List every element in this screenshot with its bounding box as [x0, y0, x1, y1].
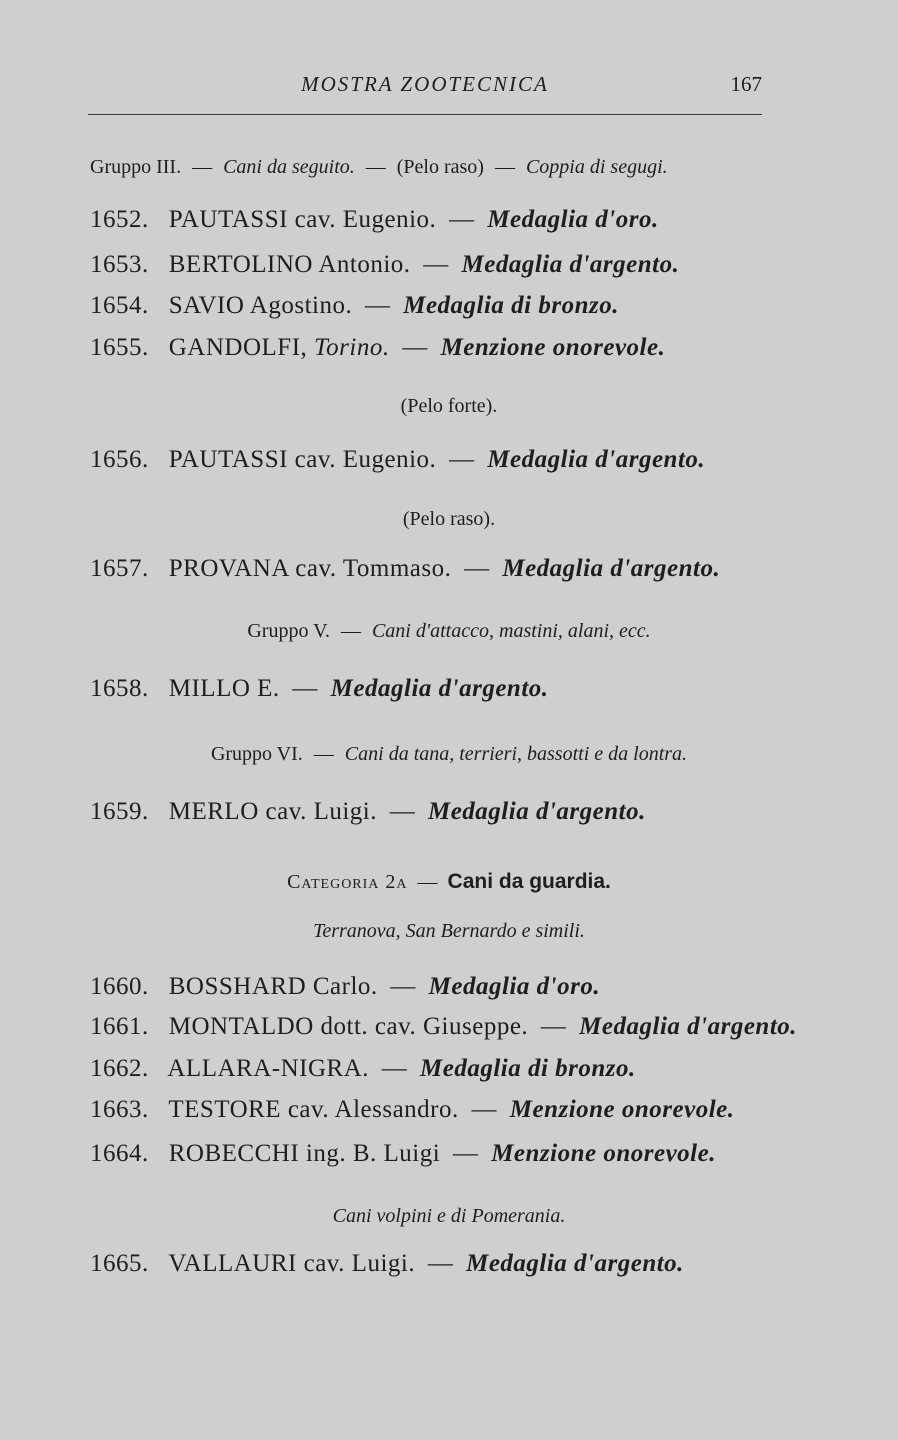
entry-row: 1665. VALLAURI cav. Luigi. — Medaglia d'argento. [90, 1250, 684, 1277]
entry-number: 1653. [90, 251, 149, 278]
entry-row: 1660. BOSSHARD Carlo. — Medaglia d'oro. [90, 973, 601, 1000]
entry-award: Medaglia d'argento. [427, 798, 646, 825]
group-v-heading: Gruppo V. — Cani d'attacco, mastini, alani, ecc. [247, 620, 651, 642]
running-header [88, 70, 762, 115]
entry-row: 1664. ROBECCHI ing. B. Luigi — Menzione onorevole. [90, 1140, 716, 1167]
entry-name: BOSSHARD Carlo. [168, 973, 378, 1000]
entry-award: Medaglia d'argento. [466, 1250, 684, 1277]
entry-row: 1652. PAUTASSI cav. Eugenio. — Medaglia d'oro. [90, 206, 659, 233]
entry-name: VALLAURI cav. Luigi. [168, 1250, 416, 1277]
entry-name: MERLO cav. Luigi. [168, 798, 377, 825]
entry-award: Medaglia d'argento. [579, 1013, 798, 1040]
entry-award: Medaglia di bronzo. [420, 1055, 636, 1082]
entry-row: 1663. TESTORE cav. Alessandro. — Menzione onorevole. [90, 1096, 735, 1123]
entry-number: 1654. [90, 292, 149, 319]
entry-name: PROVANA cav. Tommaso. [168, 555, 452, 582]
entry-row: 1657. PROVANA cav. Tommaso. — Medaglia d'argento. [90, 555, 721, 582]
entry-name: GANDOLFI, [168, 334, 308, 361]
subheading-terranova: Terranova, San Bernardo e simili. [313, 920, 585, 942]
entry-name: TESTORE cav. Alessandro. [168, 1096, 459, 1123]
entry-award: Menzione onorevole. [491, 1140, 716, 1167]
entry-number: 1659. [90, 798, 149, 825]
subheading-pelo-forte: (Pelo forte). [400, 395, 498, 417]
group-description: Cani d'attacco, mastini, alani, ecc. [371, 620, 651, 642]
entry-number: 1664. [90, 1140, 149, 1167]
entry-name: PAUTASSI cav. Eugenio. [168, 206, 437, 233]
entry-row: 1656. PAUTASSI cav. Eugenio. — Medaglia d'argento. [90, 446, 706, 473]
group-label: Gruppo VI. [210, 743, 303, 765]
entry-name: PAUTASSI cav. Eugenio. [168, 446, 437, 473]
entry-number: 1658. [90, 675, 149, 702]
coat-type: (Pelo raso) [396, 156, 484, 178]
running-title: MOSTRA ZOOTECNICA [301, 72, 549, 96]
entry-name: ALLARA-NIGRA. [167, 1055, 369, 1082]
entry-place: Torino. [314, 334, 390, 361]
entry-award: Medaglia d'argento. [330, 675, 549, 702]
entry-award: Menzione onorevole. [509, 1096, 735, 1123]
subheading-volpini: Cani volpini e di Pomerania. [332, 1205, 566, 1227]
entry-row: 1655. GANDOLFI, Torino. — Menzione onorevole. [90, 334, 666, 361]
entry-number: 1665. [90, 1250, 149, 1277]
entry-number: 1662. [90, 1055, 149, 1082]
entry-award: Medaglia d'oro. [428, 973, 601, 1000]
entry-number: 1660. [90, 973, 149, 1000]
entry-number: 1657. [90, 555, 149, 582]
entry-award: Medaglia d'argento. [502, 555, 721, 582]
entry-row: 1653. BERTOLINO Antonio. — Medaglia d'argento. [90, 251, 680, 278]
entry-number: 1656. [90, 446, 149, 473]
entry-award: Medaglia d'argento. [461, 251, 680, 278]
entry-number: 1661. [90, 1013, 149, 1040]
entry-name: SAVIO Agostino. [168, 292, 353, 319]
category-heading: Categoria 2a — Cani da guardia. [287, 870, 611, 893]
group-vi-heading: Gruppo VI. — Cani da tana, terrieri, bassotti e da lontra. [210, 743, 688, 765]
category-label: Categoria 2a [287, 871, 408, 893]
entry-row: 1658. MILLO E. — Medaglia d'argento. [90, 675, 549, 702]
group-extra: Coppia di segugi. [525, 156, 668, 178]
entry-number: 1655. [90, 334, 149, 361]
entry-number: 1652. [90, 206, 149, 233]
category-title: Cani da guardia. [447, 870, 611, 893]
entry-number: 1663. [90, 1096, 149, 1123]
entry-award: Menzione onorevole. [440, 334, 666, 361]
page-number: 167 [730, 72, 762, 96]
entry-name: MILLO E. [168, 675, 280, 702]
entry-award: Medaglia di bronzo. [403, 292, 619, 319]
entry-name: BERTOLINO Antonio. [168, 251, 411, 278]
entry-name: ROBECCHI ing. B. Luigi [168, 1140, 441, 1167]
entry-award: Medaglia d'argento. [487, 446, 706, 473]
subheading-pelo-raso: (Pelo raso). [402, 508, 496, 530]
group-label: Gruppo III. [90, 156, 182, 178]
entry-row: 1654. SAVIO Agostino. — Medaglia di bronzo. [90, 292, 619, 319]
entry-award: Medaglia d'oro. [487, 206, 659, 233]
group-iii-heading: Gruppo III. — Cani da seguito. — (Pelo raso) — Coppia di segugi. [90, 156, 668, 178]
entry-row: 1661. MONTALDO dott. cav. Giuseppe. — Medaglia d'argento. [90, 1013, 798, 1040]
group-description: Cani da tana, terrieri, bassotti e da lontra. [344, 743, 688, 765]
group-label: Gruppo V. [247, 620, 330, 642]
entry-row: 1659. MERLO cav. Luigi. — Medaglia d'argento. [90, 798, 646, 825]
entry-row: 1662. ALLARA-NIGRA. — Medaglia di bronzo. [90, 1055, 636, 1082]
group-description: Cani da seguito. [223, 156, 355, 178]
entry-name: MONTALDO dott. cav. Giuseppe. [168, 1013, 529, 1040]
